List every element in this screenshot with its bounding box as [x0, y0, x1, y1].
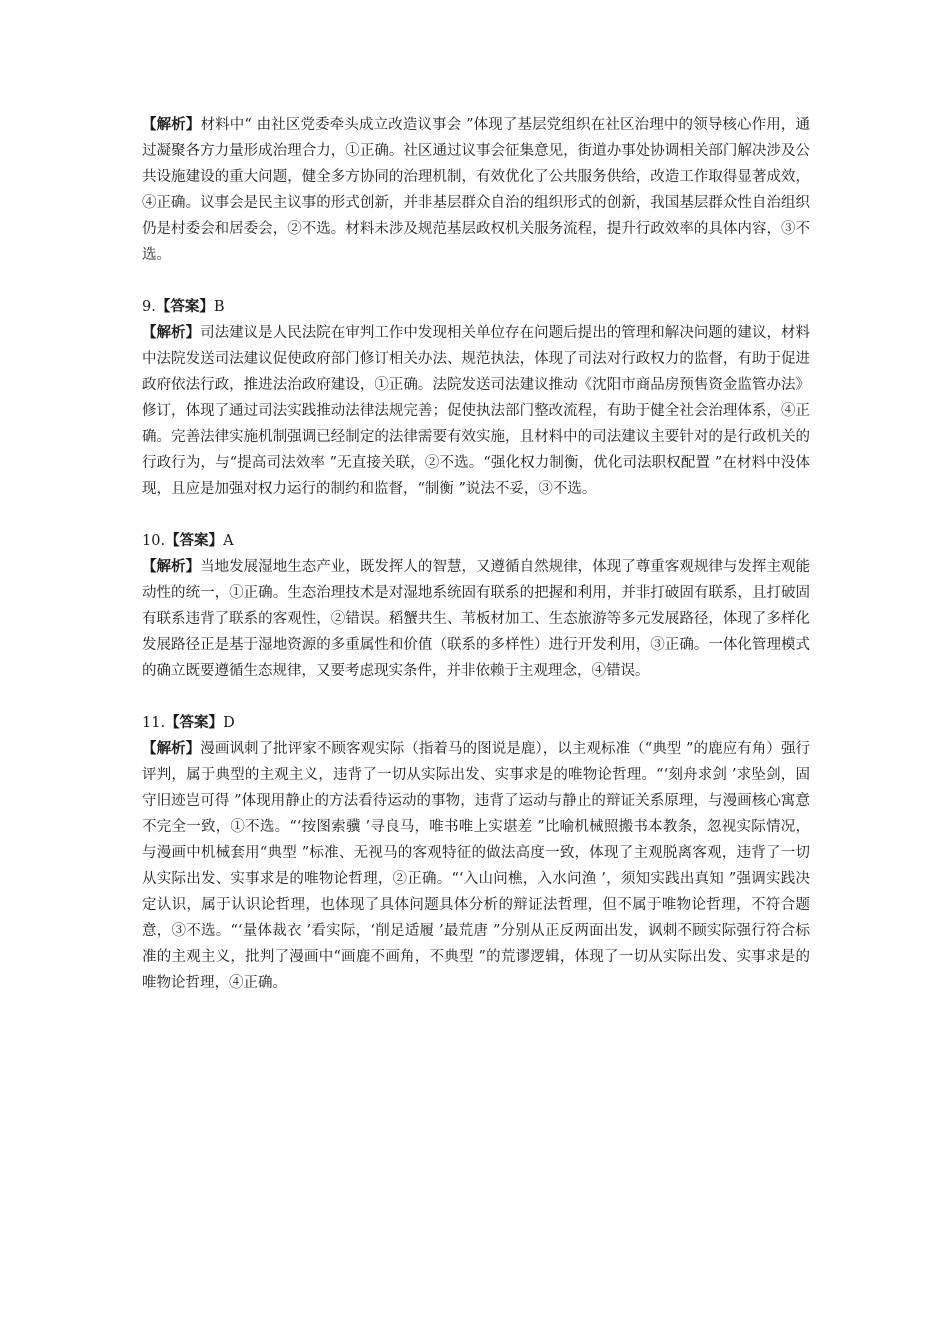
answer-value: A	[223, 533, 234, 549]
analysis-label: 【解析】	[142, 116, 201, 133]
analysis-text: 材料中“ 由社区党委牵头成立改造议事会 ”体现了基层党组织在社区治理中的领导核心作用，通过凝聚各方力量形成治理合力，①正确。社区通过议事会征集意见，街道办事处协调相关部门解决涉及公共设施建设的重大问题，健全多方协同的治理机制，有效优化了公共服务供给，改造工作取得显著成效，④正确。议事会是民主议事的形式创新，并非基层群众自治的组织形式的创新，我国基层群众性自治组织仍是村委会和居委会，②不选。材料未涉及规范基层政权机关服务流程，提升行政效率的具体内容，③不选。	[142, 117, 811, 263]
answer-line-10	[142, 528, 810, 554]
analysis-text: 司法建议是人民法院在审判工作中发现相关单位存在问题后提出的管理和解决问题的建议，材料中法院发送司法建议促使政府部门修订相关办法、规范执法，体现了司法对行政权力的监督，有助于促进政府依法行政，推进法治政府建设，①正确。法院发送司法建议推动《沈阳市商品房预售资金监管办法》修订，体现了通过司法实践推动法律法规完善；促使执法部门整改流程，有助于健全社会治理体系，④正确。完善法律实施机制强调已经制定的法律需要有效实施，且材料中的司法建议主要针对的是行政机关的行政行为，与“提高司法效率 ”无直接关联，②不选。“强化权力制衡，优化司法职权配置 ”在材料中没体现，且应是加强对权力运行的制约和监督，“制衡 ”说法不妥，③不选。	[142, 325, 811, 497]
analysis-paragraph-10	[142, 554, 810, 684]
question-number: 9.	[142, 299, 156, 315]
answer-value: B	[213, 299, 225, 315]
answer-line-9	[142, 294, 810, 320]
spacer	[142, 268, 810, 294]
question-number: 11.	[142, 715, 166, 731]
analysis-label: 【解析】	[142, 324, 201, 341]
analysis-text: 漫画讽刺了批评家不顾客观实际（指着马的图说是鹿），以主观标准（“典型 ”的鹿应有角）强行评判，属于典型的主观主义，违背了一切从实际出发、实事求是的唯物论哲理。“‘刻舟求剑 ’求坠剑，固守旧迹岂可得 ”体现用静止的方法看待运动的事物，违背了运动与静止的辩证关系原理，与漫画核心寓意不完全一致，①不选。“‘按图索骥 ’寻良马，唯书唯上实堪差 ”比喻机械照搬书本教条，忽视实际情况，与漫画中机械套用“典型 ”标准、无视马的客观特征的做法高度一致，体现了主观脱离客观，违背了一切从实际出发、实事求是的唯物论哲理，②正确。“‘入山问樵，入水问渔 ’，须知实践出真知 ”强调实践决定认识，属于认识论哲理，也体现了具体问题具体分析的辩证法哲理，但不属于唯物论哲理，不符合题意，③不选。“‘量体裁衣 ’看实际，‘削足适履 ’最荒唐 ”分别从正反两面出发，讽刺不顾实际强行符合标准的主观主义，批判了漫画中“画鹿不画角，不典型 ”的荒谬逻辑，体现了一切从实际出发、实事求是的唯物论哲理，④正确。	[142, 741, 811, 991]
answer-label: 【答案】	[155, 298, 214, 315]
spacer	[142, 684, 810, 710]
question-number: 10.	[142, 533, 166, 549]
answer-label: 【答案】	[165, 714, 224, 731]
spacer	[142, 502, 810, 528]
analysis-paragraph-11	[142, 736, 810, 996]
answer-label: 【答案】	[165, 532, 224, 549]
analysis-paragraph-9	[142, 320, 810, 502]
analysis-text: 当地发展湿地生态产业，既发挥人的智慧，又遵循自然规律，体现了尊重客观规律与发挥主观能动性的统一，①正确。生态治理技术是对湿地系统固有联系的把握和利用，并非打破固有联系，且打破固有联系违背了联系的客观性，②错误。稻蟹共生、苇板材加工、生态旅游等多元发展路径，体现了多样化发展路径正是基于湿地资源的多重属性和价值（联系的多样性）进行开发利用，③正确。一体化管理模式的确立既要遵循生态规律，又要考虑现实条件，并非依赖于主观理念，④错误。	[142, 559, 811, 679]
answer-value: D	[223, 715, 235, 731]
analysis-label: 【解析】	[142, 740, 201, 757]
analysis-label: 【解析】	[142, 558, 201, 575]
answer-line-11	[142, 710, 810, 736]
document-page	[142, 112, 810, 996]
analysis-paragraph-8	[142, 112, 810, 268]
